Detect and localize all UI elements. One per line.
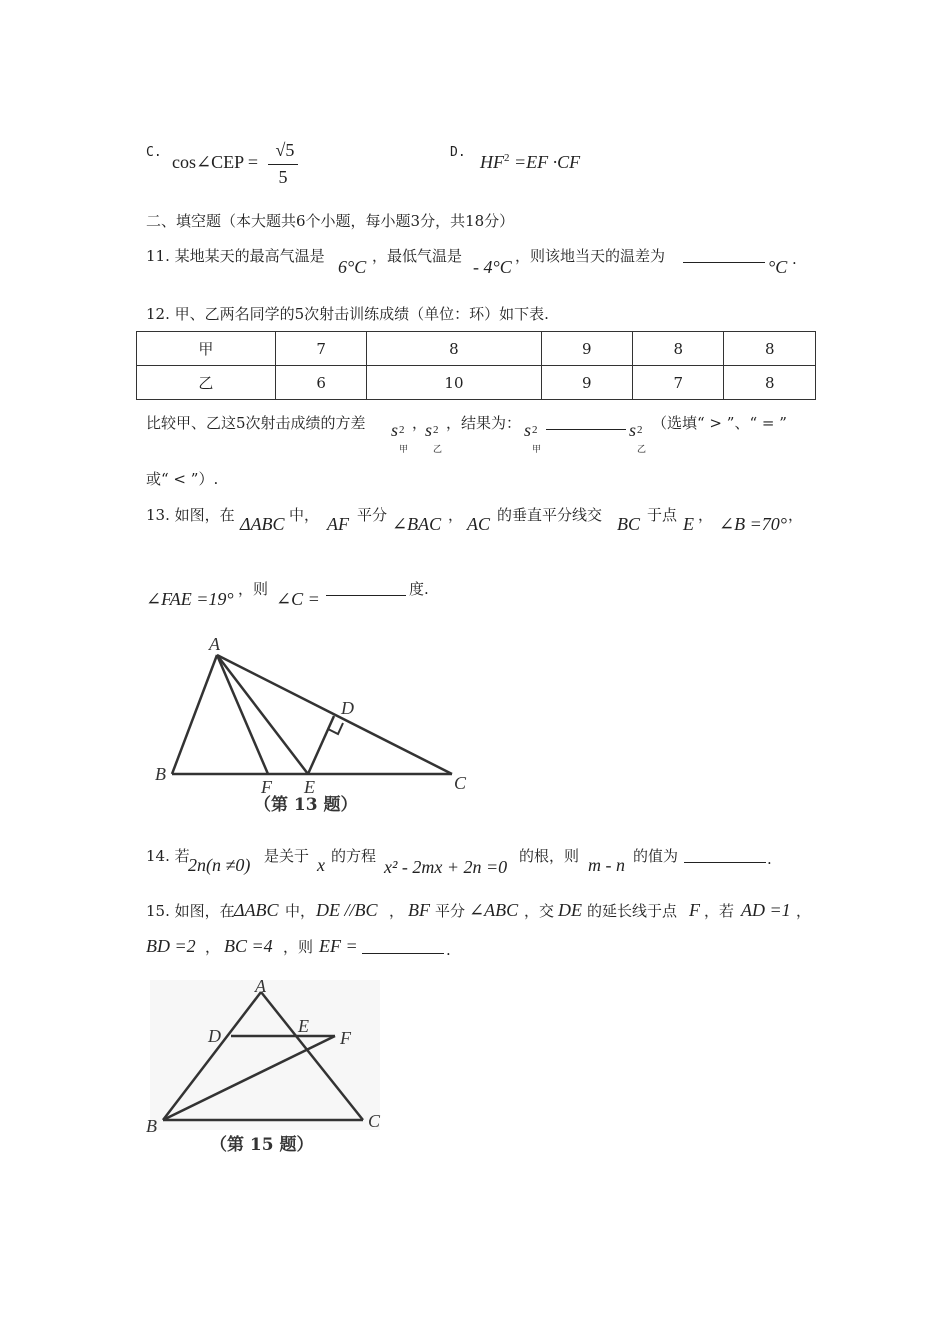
q15-ef: EF =: [319, 936, 358, 956]
variance-yi: s 2 乙: [425, 420, 443, 454]
segment-ae: [217, 655, 308, 774]
q13-ac: AC: [467, 514, 491, 534]
q11-end: .: [792, 250, 797, 268]
q15-bd: BD =2: [146, 936, 196, 956]
table-cell: 7: [633, 366, 724, 400]
table-cell: 8: [724, 366, 816, 400]
fig15-label-b: B: [146, 1116, 157, 1136]
q13-text-7: ，: [698, 506, 714, 524]
segment-ab: [172, 655, 217, 774]
table-cell: 乙: [137, 366, 276, 400]
fig13-caption: （第 13 题）: [254, 795, 358, 815]
q13-text-5: 的垂直平分线交: [497, 506, 603, 524]
fig15-label-e: E: [298, 1016, 309, 1036]
q14-m-minus-n: m - n: [588, 855, 625, 875]
option-d-label: D.: [450, 145, 466, 160]
segment-ac: [217, 655, 452, 774]
q14-text-4: 的根，则: [519, 847, 580, 865]
score-table: [136, 331, 816, 400]
section-heading: 二、填空题（本大题共6个小题，每小题3分，共18分）: [146, 212, 515, 230]
q15-answer-blank[interactable]: [362, 939, 444, 954]
table-cell: 8: [724, 332, 816, 366]
fig13-label-b: B: [155, 764, 166, 784]
q13-point-e: E: [683, 514, 694, 534]
fig15-label-a: A: [255, 976, 266, 996]
fig13-label-e: E: [304, 777, 315, 797]
q15-triangle: ΔABC: [234, 900, 279, 920]
fig13-label-c: C: [454, 773, 467, 793]
q15-end: .: [446, 941, 451, 959]
q14-text-1: 14. 若: [146, 847, 190, 865]
q14-x: x: [317, 855, 325, 875]
q13-text-10: 度.: [409, 580, 429, 598]
table-cell: 8: [633, 332, 724, 366]
q13-angle-b: ∠B =70°: [719, 514, 787, 534]
q12-comma: ，: [412, 414, 428, 432]
q15-bf: BF: [408, 900, 430, 920]
q12-choice-text-2: 或“ < ”）.: [146, 470, 219, 488]
q11-unit: °C: [768, 257, 788, 277]
q14-answer-blank[interactable]: [684, 848, 766, 863]
q13-text-6: 于点: [647, 506, 678, 524]
fig13-label-d: D: [341, 698, 354, 718]
q12-result-text: ，结果为：: [446, 414, 522, 432]
q15-text-3: ，: [389, 902, 405, 920]
q13-text-4: ，: [448, 506, 464, 524]
q11-high-temp: 6°C: [338, 257, 367, 277]
option-d-expression: $HF^2 =EF \cdot CF$: [480, 152, 581, 172]
q11-low-temp: - 4°C: [473, 257, 512, 277]
q15-text-1: 15. 如图，在: [146, 902, 235, 920]
q13-text-9: ，则: [238, 580, 269, 598]
q15-text-5: ，交: [524, 902, 555, 920]
figure-15: [140, 972, 390, 1162]
fig15-label-f: F: [340, 1028, 351, 1048]
fraction-bar: [268, 164, 298, 165]
figure-background: [150, 980, 380, 1130]
variance-jia: s 2 甲: [391, 420, 409, 454]
q13-af: AF: [327, 514, 349, 534]
table-cell: 10: [367, 366, 541, 400]
q13-bc: BC: [617, 514, 641, 534]
table-cell: 9: [541, 366, 632, 400]
q13-text-8: ，: [788, 506, 804, 524]
fig15-label-d: D: [208, 1026, 221, 1046]
q15-f: F: [689, 900, 700, 920]
figure-13: [150, 630, 480, 820]
q15-de: DE: [558, 900, 582, 920]
q15-bc: BC =4: [224, 936, 273, 956]
q15-text-9: ，: [205, 938, 221, 956]
segment-af: [217, 655, 268, 774]
q14-text-2: 是关于: [264, 847, 310, 865]
q13-triangle: ΔABC: [240, 514, 285, 534]
q15-text-2: 中，: [285, 902, 316, 920]
table-cell: 甲: [137, 332, 276, 366]
q15-text-6: 的延长线于点: [587, 902, 678, 920]
table-row: [137, 366, 816, 400]
q15-text-10: ，则: [283, 938, 314, 956]
option-c-fraction-denominator: 5: [278, 167, 288, 187]
option-c-fraction-numerator: √5: [275, 140, 295, 160]
result-variance-jia: s 2 甲: [524, 420, 542, 454]
q13-text-1: 13. 如图，在: [146, 506, 235, 524]
table-cell: 9: [541, 332, 632, 366]
q15-text-8: ，: [796, 902, 812, 920]
q11-text-2: ，最低气温是: [372, 247, 463, 265]
fig13-label-a: A: [209, 634, 220, 654]
q12-intro: 12. 甲、乙两名同学的5次射击训练成绩（单位：环）如下表.: [146, 305, 549, 323]
q14-expr: 2n(n ≠0): [188, 855, 251, 875]
q11-answer-blank[interactable]: [683, 248, 765, 263]
table-cell: 8: [367, 332, 541, 366]
q11-text-1: 11. 某地某天的最高气温是: [146, 247, 325, 265]
fig15-caption: （第 15 题）: [210, 1135, 314, 1155]
q15-text-7: ，若: [704, 902, 735, 920]
q13-answer-blank[interactable]: [326, 581, 406, 596]
option-c-expression: cos∠CEP =: [172, 152, 259, 172]
q11-text-3: ，则该地当天的温差为: [515, 247, 666, 265]
q13-angle-c: ∠C =: [276, 589, 320, 609]
q15-de-parallel-bc: DE //BC: [316, 900, 378, 920]
option-c-label: C.: [146, 145, 162, 160]
q15-angle-abc: ∠ABC: [469, 900, 519, 920]
result-variance-yi: s 2 乙: [629, 420, 647, 454]
table-cell: 6: [275, 366, 366, 400]
q13-angle-fae: ∠FAE =19°: [146, 589, 234, 609]
q15-text-4: 平分: [435, 902, 466, 920]
q13-text-2: 中，: [289, 506, 320, 524]
fig13-label-f: F: [261, 777, 272, 797]
q13-text-3: 平分: [357, 506, 388, 524]
q13-angle-bac: ∠BAC: [392, 514, 442, 534]
q14-equation: x² - 2mx + 2n =0: [384, 857, 508, 877]
fig15-label-c: C: [368, 1111, 381, 1131]
table-row: [137, 332, 816, 366]
segment-ed: [308, 716, 334, 774]
q14-text-3: 的方程: [331, 847, 377, 865]
table-cell: 7: [275, 332, 366, 366]
q12-compare-text: 比较甲、乙这5次射击成绩的方差: [146, 414, 366, 432]
q12-answer-blank[interactable]: [546, 415, 626, 430]
q15-ad: AD =1: [741, 900, 791, 920]
q14-end: .: [767, 850, 772, 868]
q12-choice-text: （选填“ > ”、“ = ”: [652, 414, 787, 432]
q14-text-5: 的值为: [633, 847, 679, 865]
